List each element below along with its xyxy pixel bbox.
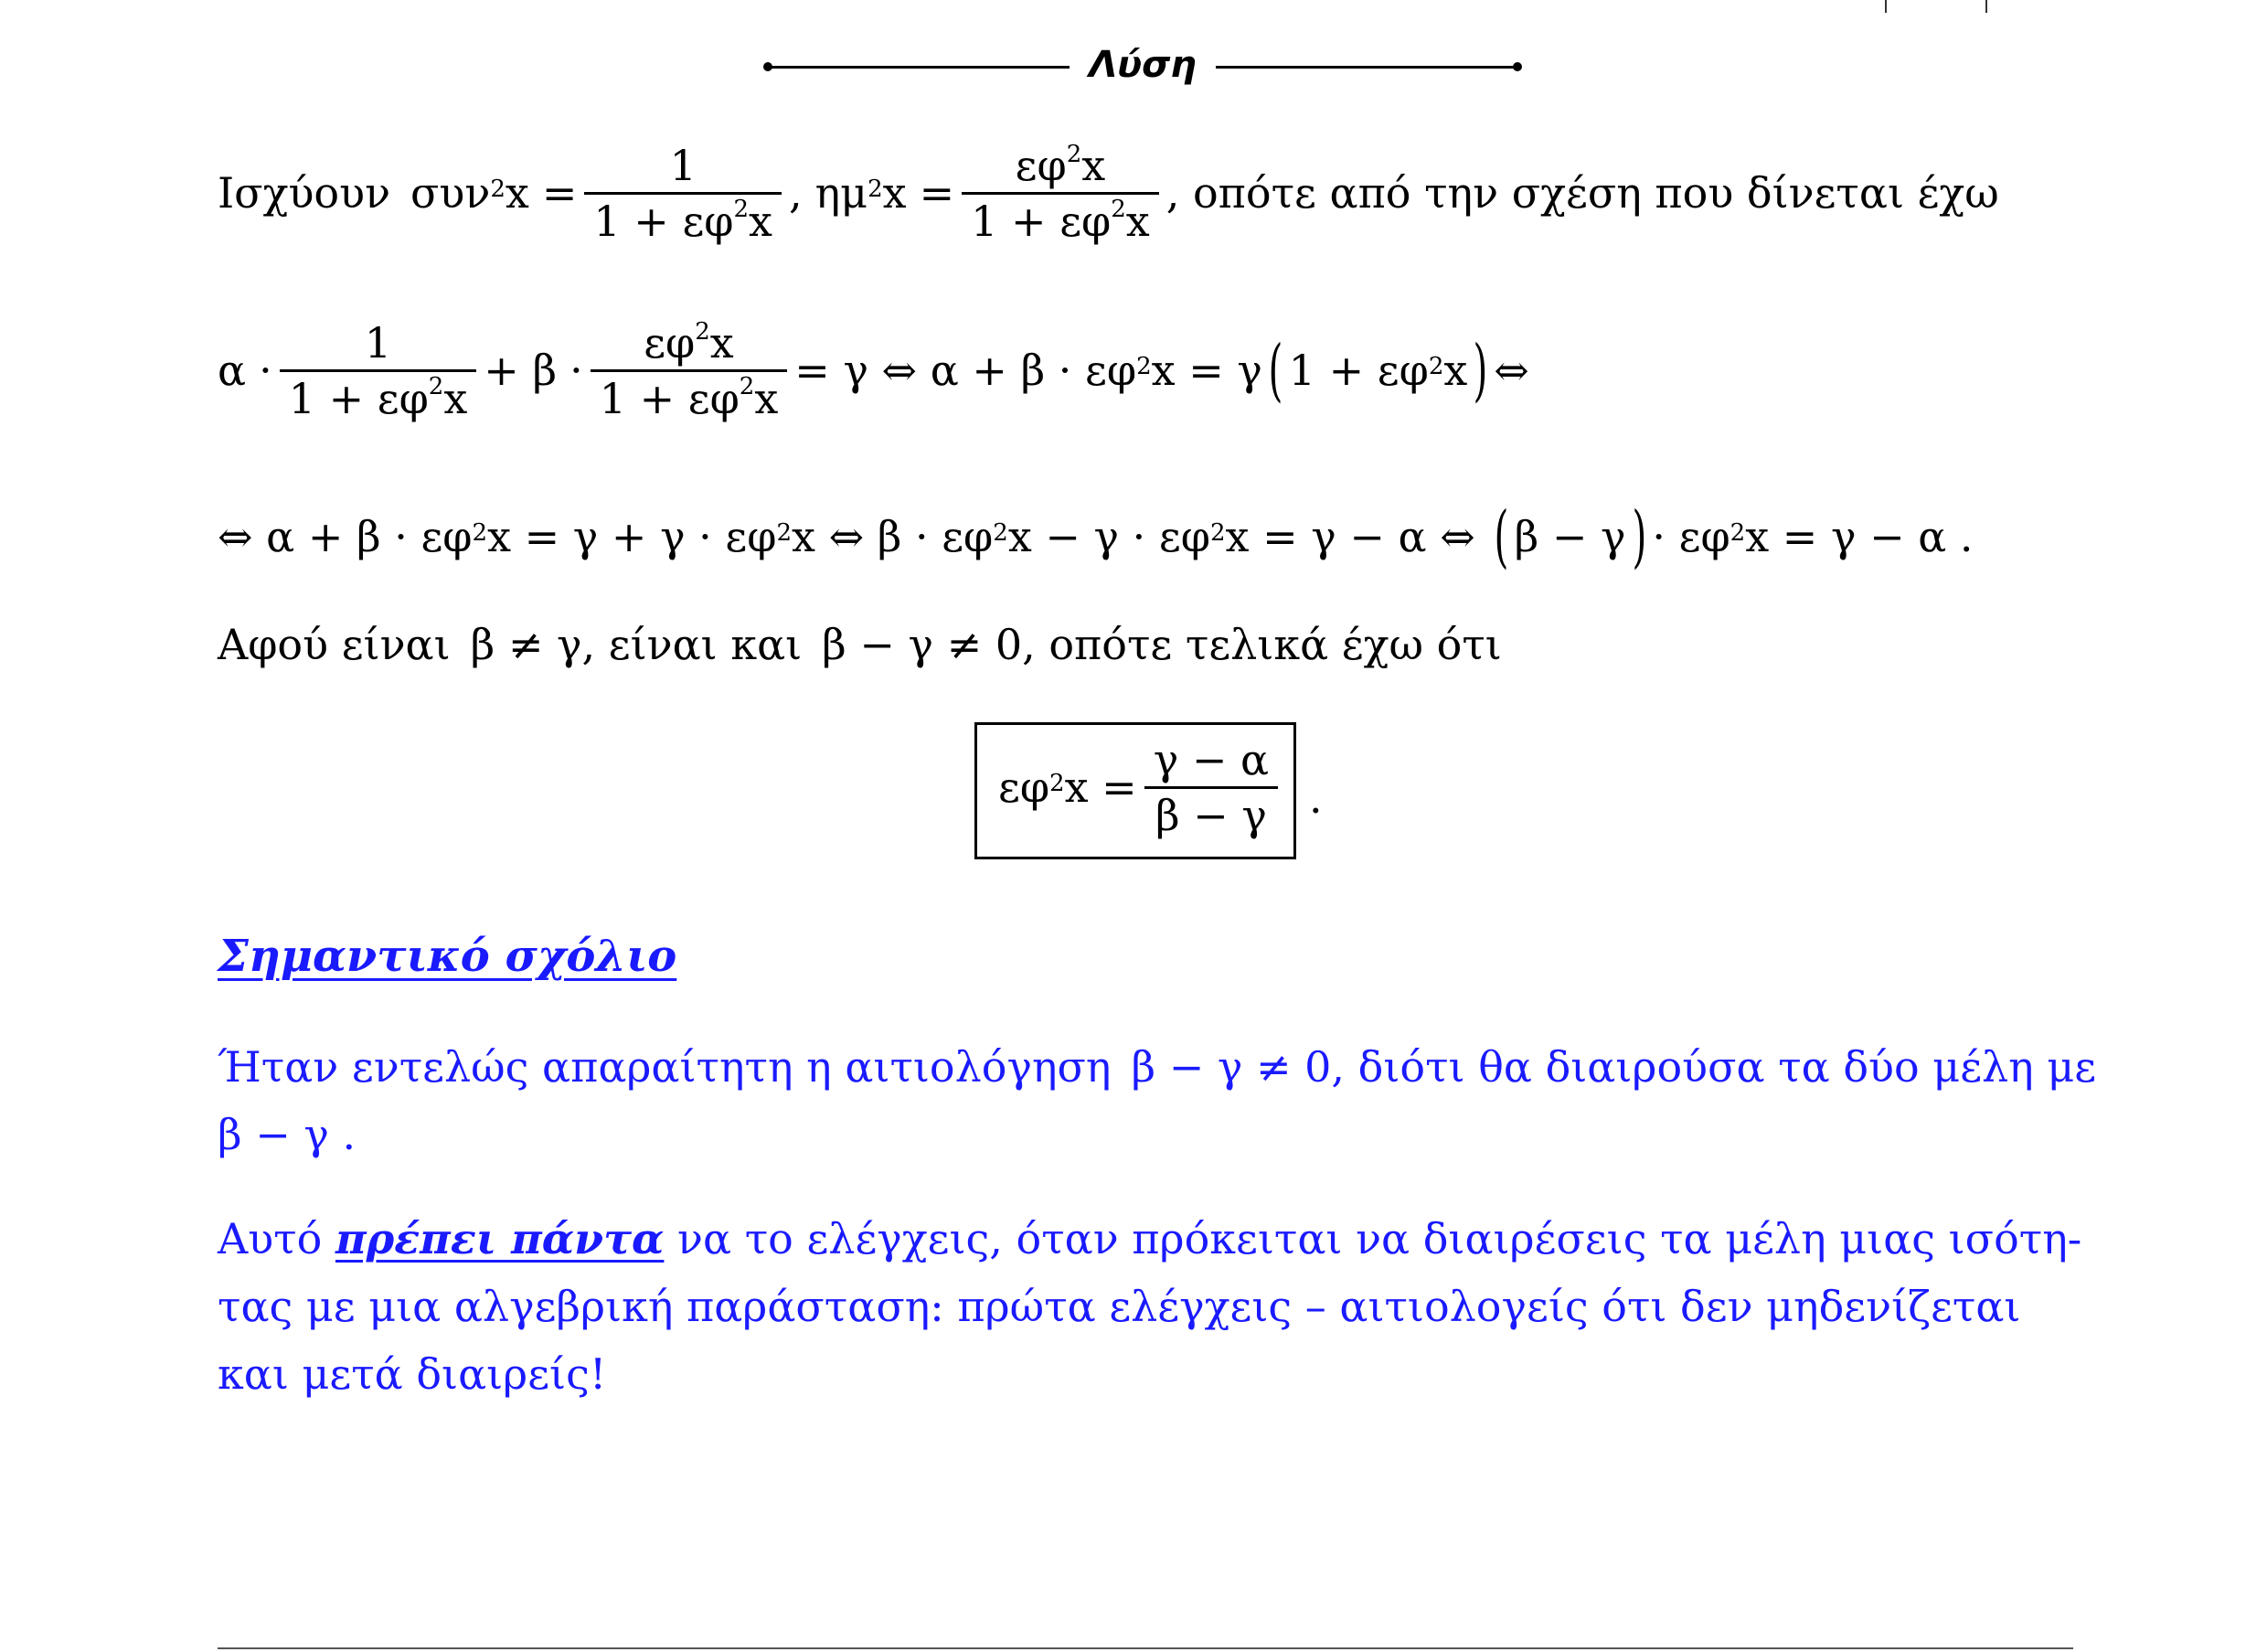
corner-tick-left [1885,0,1887,13]
emphasis-always: πρέπει πάντα [335,1214,665,1263]
fraction-a: $\frac{1}{1 + \varepsilon\varphi^2x}$ [280,322,477,420]
intro-suffix: , οπότε από την σχέση που δίνεται έχω [1165,168,1999,218]
bottom-rule [218,1647,2073,1649]
result-fraction: $\frac{\gamma - \alpha}{\beta - \gamma}$ [1144,739,1278,837]
comment-p1-line2: β − γ . [218,1110,357,1159]
equation-line-1: Ισχύουν συν $^2$ x = $\frac{1}{1 + \varepsilon\varphi^2x}$ , ημ $^2$ x = $\frac{\varepsilon\varphi^2x}{1 + \varepsilon\varphi^2x}$ , οπότε από την σχέση που δίνεται έχω [218,140,1999,246]
rule-line-right [1216,66,1517,69]
comment-paragraph-2 [218,1205,2081,1408]
comment-title: Σημαντικό σχόλιο [218,931,677,982]
result-equation: εφ $^2$ x = $\frac{\gamma - \alpha}{\beta - \gamma}$ [998,739,1285,837]
equation-line-2: α · $\frac{1}{1 + \varepsilon\varphi^2x}$ + β · $\frac{\varepsilon\varphi^2x}{1 + \varepsilon\varphi^2x}$ = γ ⇔ α + β · εφ $^2$ x = γ ( 1 + εφ $^2$ x ) ⇔ [218,317,1529,423]
rule-dot-right [1513,62,1522,71]
text-line-4: Αφού είναι β ≠ γ , είναι και β − γ ≠ 0 , οπότε τελικά έχω ότι [218,620,1502,669]
equation-line-3: ⇔ α + β · εφ $^2$ x = γ + γ · εφ $^2$ x ⇔ β · εφ $^2$ x − γ · εφ $^2$ x = γ − α ⇔ ( β − γ ) · εφ $^2$ x = γ − α . [218,497,1974,576]
intro-text: Ισχύουν [218,168,391,218]
comment-paragraph-1 [218,1033,2096,1168]
result-period: . [1309,773,1323,823]
comment-p2-line3: και μετά διαιρείς! [218,1349,607,1399]
sin-squared: ημ $^2$ x [814,168,907,218]
cos-squared: συν $^2$ x [410,168,529,218]
corner-tick-right [1985,0,1987,13]
fraction-sin: $\frac{\varepsilon\varphi^2x}{1 + \varepsilon\varphi^2x}$ [962,144,1159,242]
fraction-cos: $\frac{1}{1 + \varepsilon\varphi^2x}$ [584,144,782,242]
rule-line-left [768,66,1070,69]
comment-p1-line1: Ήταν εντελώς απαραίτητη η αιτιολόγηση β − γ ≠ 0, διότι θα διαιρούσα τα δύο μέλη με [218,1042,2097,1092]
comment-p2-line1: Αυτό πρέπει πάντα να το ελέγχεις, όταν πρόκειται να διαιρέσεις τα μέλη μιας ισότη- [218,1214,2082,1263]
comment-p2-line2: τας με μια αλγεβρική παράσταση: πρώτα ελέγχεις – αιτιολογείς ότι δεν μηδενίζεται [218,1282,2021,1331]
fraction-b: $\frac{\varepsilon\varphi^2x}{1 + \varepsilon\varphi^2x}$ [591,322,788,420]
solution-title: Λύση [1089,44,1197,86]
